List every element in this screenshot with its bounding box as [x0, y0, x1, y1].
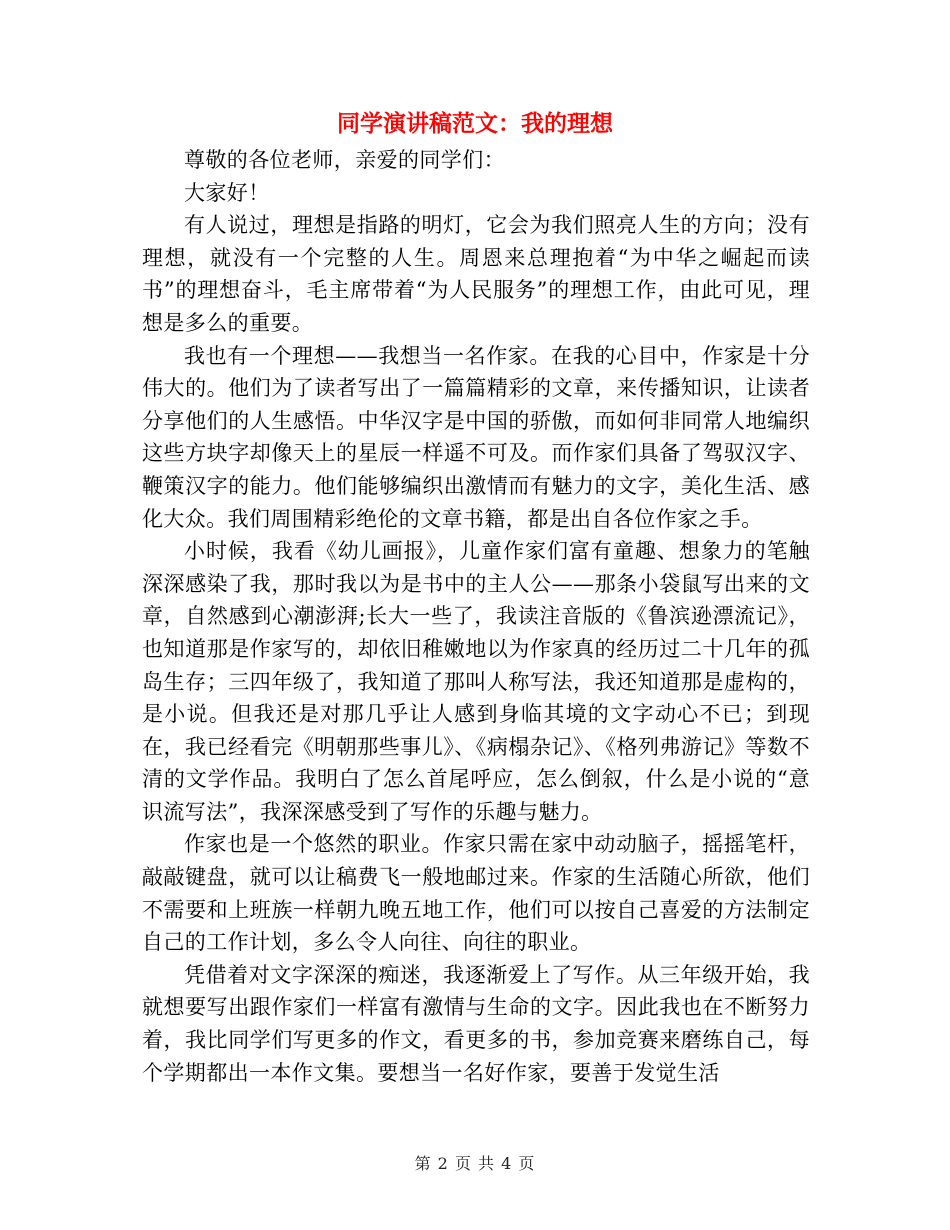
greeting-paragraph: 大家好！: [184, 180, 270, 205]
body-paragraph: 我也有一个理想——我想当一名作家。在我的心目中，作家是十分伟大的。他们为了读者写出了一篇篇精彩的文章，来传播知识，让读者分享他们的人生感悟。中华汉字是中国的骄傲，而如何非同常人地编织这些方块字却像天上的星辰一样遥不可及。而作家们具备了驾驭汉字、鞭策汉字的能力。他们能够编织出激情而有魅力的文字，美化生活、感化大众。我们周围精彩绝伦的文章书籍，都是出自各位作家之手。: [142, 343, 810, 531]
salutation-paragraph: 尊敬的各位老师，亲爱的同学们：: [184, 148, 505, 172]
document-body: [142, 144, 810, 1089]
page-number-footer: 第 2 页 共 4 页: [414, 1154, 536, 1173]
document-title: 同学演讲稿范文：我的理想: [337, 111, 613, 137]
body-paragraph: 作家也是一个悠然的职业。作家只需在家中动动脑子，摇摇笔杆，敲敲键盘，就可以让稿费飞一般地邮过来。作家的生活随心所欲，他们不需要和上班族一样朝九晚五地工作，他们可以按自己喜爱的方法制定自己的工作计划，多么令人向往、向往的职业。: [142, 832, 810, 955]
body-paragraph: 有人说过，理想是指路的明灯，它会为我们照亮人生的方向；没有理想，就没有一个完整的人生。周恩来总理抱着“为中华之崛起而读书”的理想奋斗，毛主席带着“为人民服务”的理想工作，由此可见，理想是多么的重要。: [142, 213, 810, 335]
body-paragraph: 凭借着对文字深深的痴迷，我逐渐爱上了写作。从三年级开始，我就想要写出跟作家们一样富有激情与生命的文字。因此我也在不断努力着，我比同学们写更多的作文，看更多的书，参加竞赛来磨练自己，每个学期都出一本作文集。要想当一名好作家，要善于发觉生活: [142, 962, 810, 1085]
body-paragraph: 小时候，我看《幼儿画报》，儿童作家们富有童趣、想象力的笔触深深感染了我，那时我以为是书中的主人公——那条小袋鼠写出来的文章，自然感到心潮澎湃;长大一些了，我读注音版的《鲁滨逊漂流记》，也知道那是作家写的，却依旧稚嫩地以为作家真的经历过二十几年的孤岛生存；三四年级了，我知道了那叫人称写法，我还知道那是虚构的，是小说。但我还是对那几乎让人感到身临其境的文字动心不已；到现在，我已经看完《明朝那些事儿》、《病榻杂记》、《格列弗游记》等数不清的文学作品。我明白了怎么首尾呼应，怎么倒叙，什么是小说的“意识流写法”，我深深感受到了写作的乐趣与魅力。: [142, 539, 810, 824]
